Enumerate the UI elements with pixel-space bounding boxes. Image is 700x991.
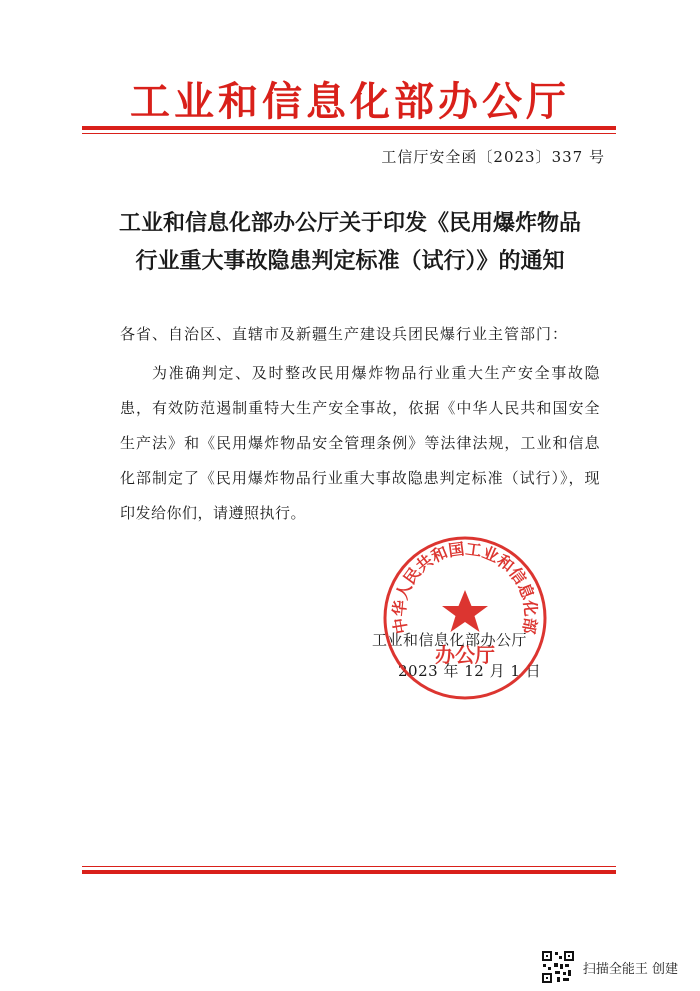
footer-rule-thick xyxy=(82,870,616,874)
title-line-2: 行业重大事故隐患判定标准（试行）》的通知 xyxy=(135,249,565,274)
seal-center-text: 办公厅 xyxy=(435,643,495,667)
header-rule-thick xyxy=(82,126,616,130)
signature-org: 工业和信息化部办公厅 xyxy=(372,631,528,649)
masthead: 工业和信息化部办公厅 xyxy=(130,78,570,125)
salutation: 各省、自治区、直辖市及新疆生产建设兵团民爆行业主管部门： xyxy=(120,325,569,343)
qr-code-icon xyxy=(541,950,575,984)
document-title xyxy=(80,205,620,281)
body-paragraph: 为准确判定、及时整改民用爆炸物品行业重大生产安全事故隐患，有效防范遏制重特大生产安全事故，依据《中华人民共和国安全生产法》和《民用爆炸物品安全管理条例》等法律法规，工业和信息化部制定了《民用爆炸物品行业重大事故隐患判定标准（试行）》，现印发给你们，请遵照执行。 xyxy=(120,364,600,522)
scanner-watermark xyxy=(541,950,678,984)
document-number: 工信厅安全函〔2023〕337 号 xyxy=(381,148,605,166)
signature-date: 2023 年 12 月 1 日 xyxy=(398,662,542,680)
seal-ring-text: 中华人民共和国工业和信息化部 xyxy=(389,539,541,636)
scanner-label: 扫描全能王 创建 xyxy=(582,961,678,977)
official-seal xyxy=(381,534,549,702)
star-icon xyxy=(442,590,488,632)
title-line-1: 工业和信息化部办公厅关于印发《民用爆炸物品 xyxy=(118,211,581,236)
footer-rule-thin xyxy=(82,866,616,867)
header-rule-thin xyxy=(82,133,616,134)
